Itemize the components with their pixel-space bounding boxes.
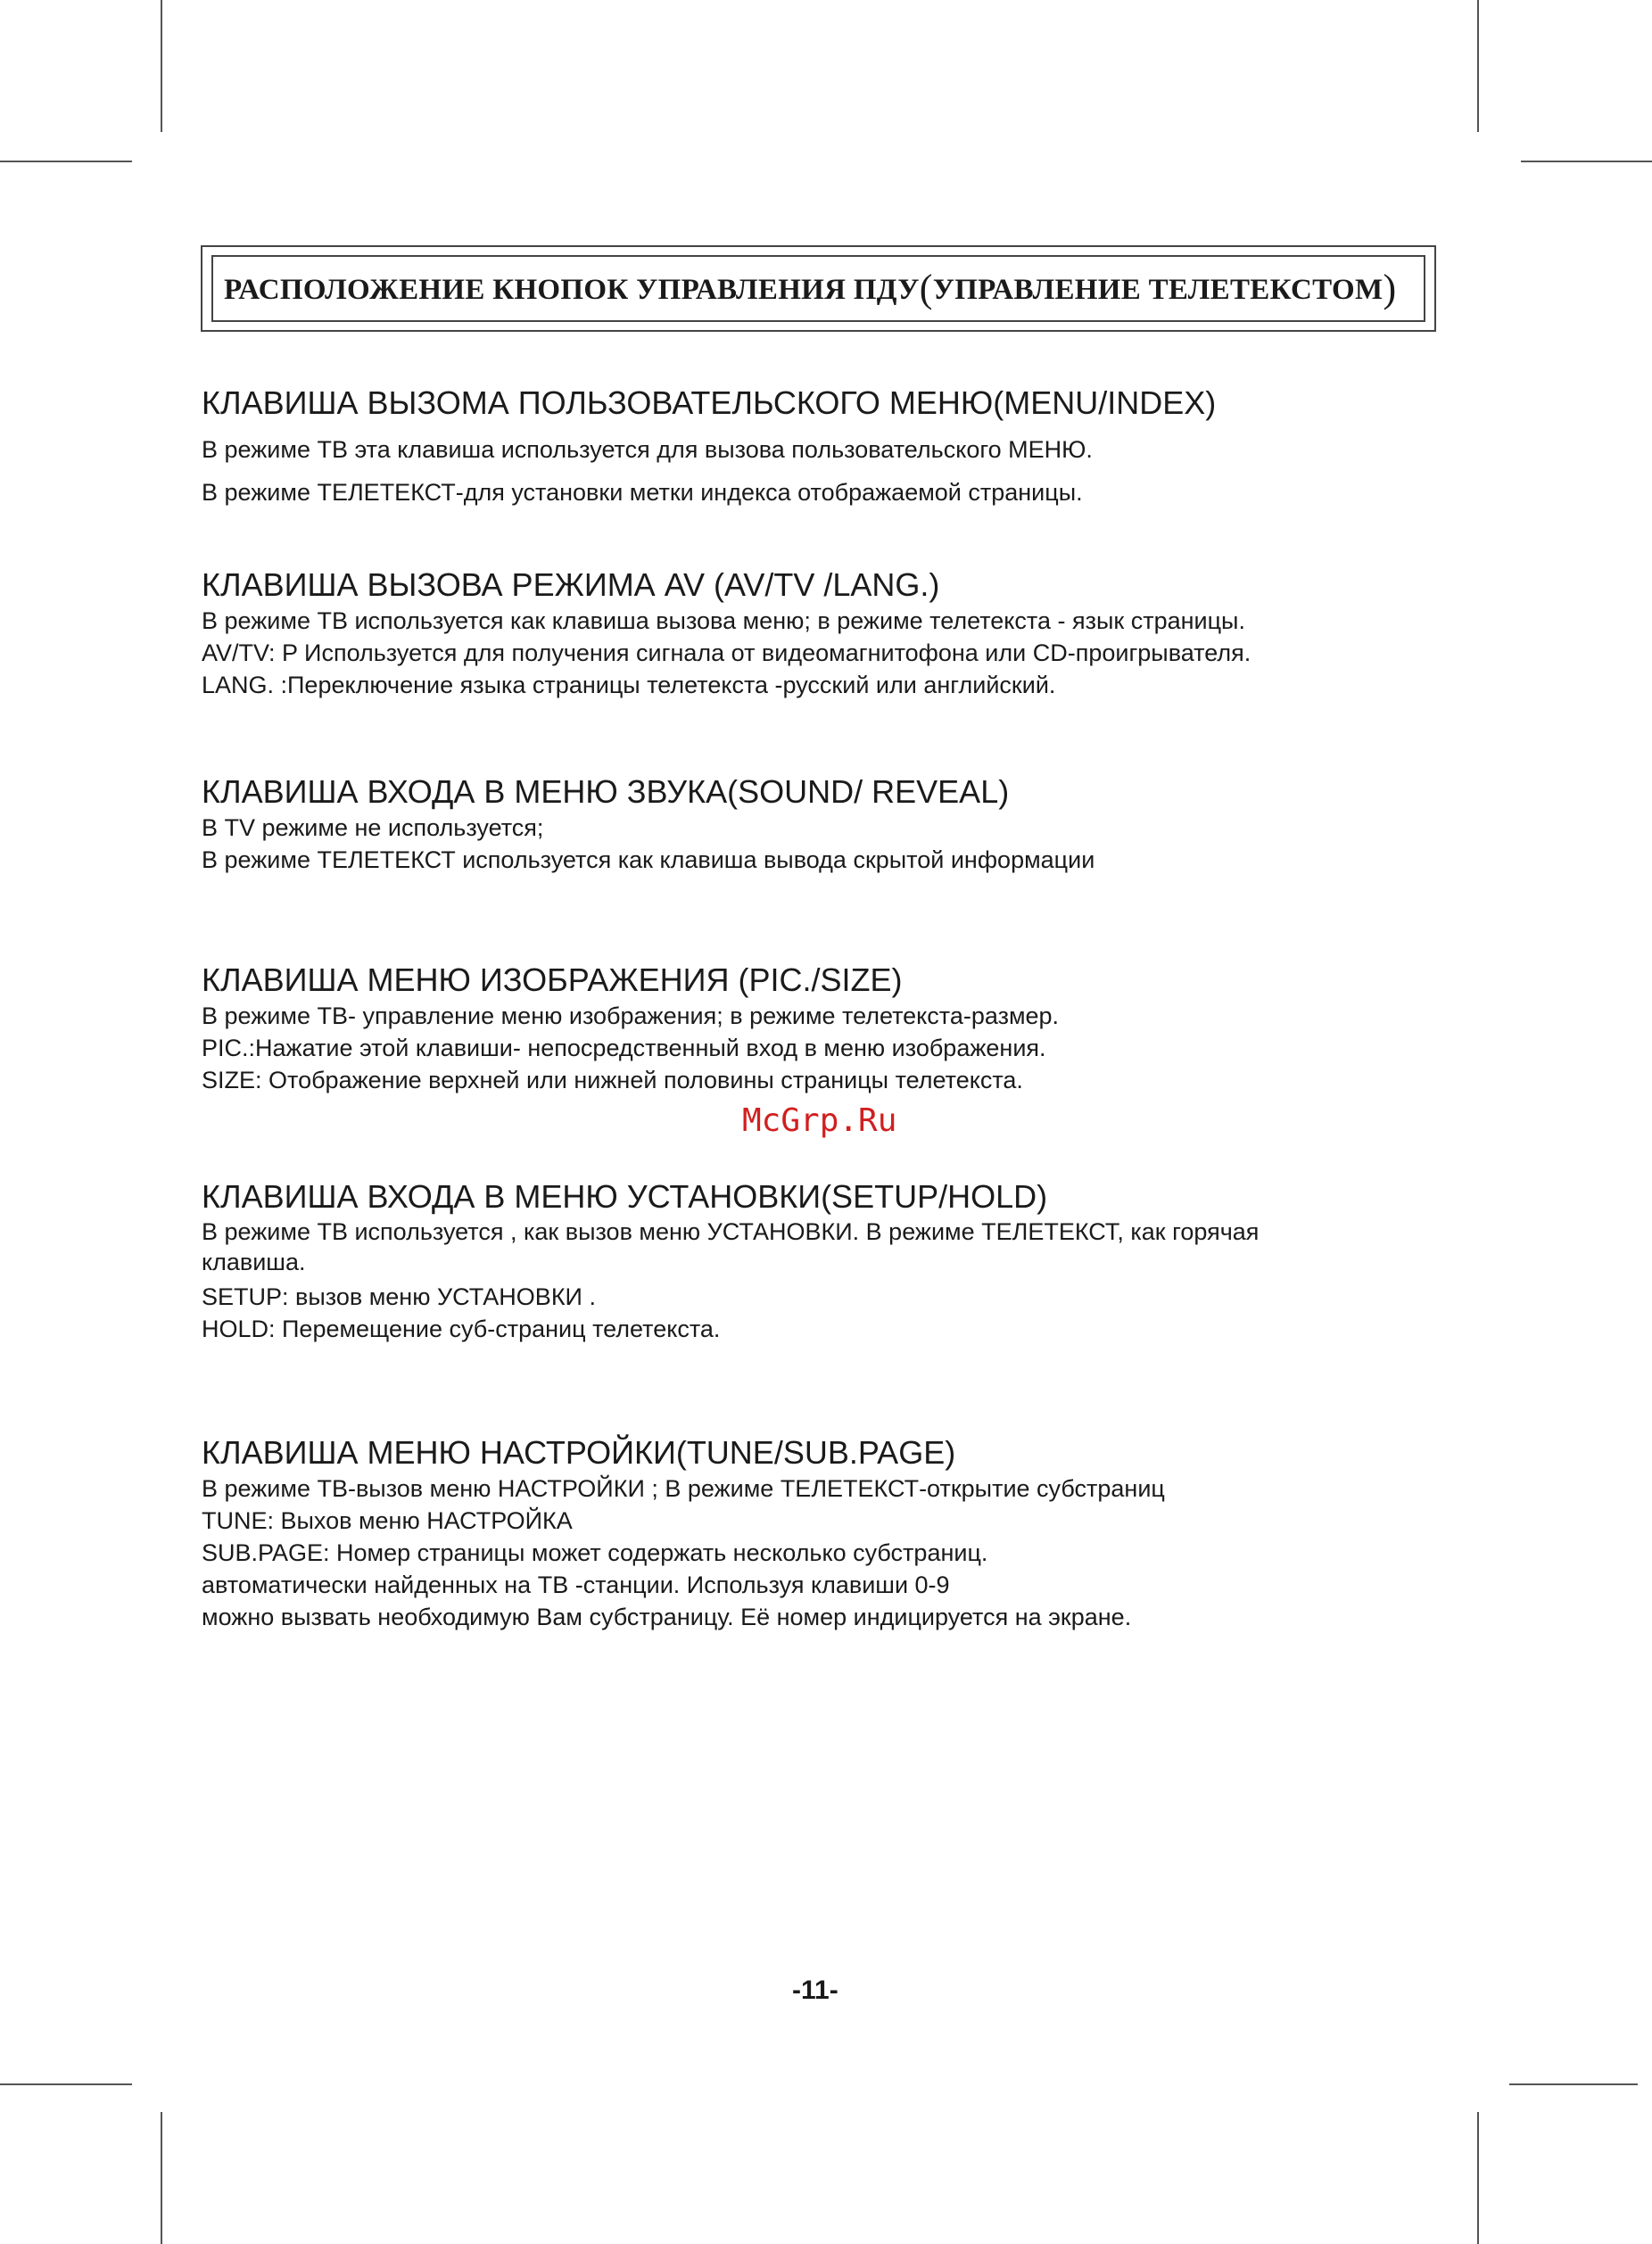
section-line: В режиме ТЕЛЕТЕКСТ-для установки метки индекса отображаемой страницы. [202,479,1083,506]
section-line: В режиме ТВ используется как клавиша вызова меню; в режиме телетекста - язык страницы. [202,607,1245,634]
section-line: В режиме ТВ-вызов меню НАСТРОЙКИ ; В режиме ТЕЛЕТЕКСТ-открытие субстраниц [202,1475,1165,1502]
crop-mark-left-top [0,161,132,162]
section-line: SIZE: Отображение верхней или нижней половины страницы телетекста. [202,1067,1023,1093]
section-sound-reveal [202,772,1450,876]
section-line: В режиме ТЕЛЕТЕКСТ используется как клавиша вывода скрытой информации [202,846,1095,873]
page-title [224,266,1396,311]
page-title-frame [201,245,1436,332]
section-heading: КЛАВИША ВЫЗОВА РЕЖИМА AV (AV/TV /LANG.) [202,566,940,603]
section-line: автоматически найденных на ТВ -станции. Используя клавиши 0-9 [202,1572,950,1598]
section-tune-subpage [202,1433,1450,1633]
section-line: В режиме ТВ- управление меню изображения; в режиме телетекста-размер. [202,1002,1060,1029]
crop-mark-left-bottom [0,2083,132,2085]
section-av-tv-lang [202,565,1450,701]
section-line: В режиме ТВ используется , как вызов меню УСТАНОВКИ. В режиме ТЕЛЕТЕКСТ, как горячая [202,1218,1260,1245]
page-title-paren-close: ) [1383,267,1397,310]
page-title-main: РАСПОЛОЖЕНИЕ КНОПОК УПРАВЛЕНИЯ ПДУ [224,274,920,306]
section-line: PIC.:Нажатие этой клавиши- непосредственный вход в меню изображения. [202,1035,1046,1061]
crop-mark-right-bottom [1509,2083,1638,2085]
page-title-paren-open: ( [919,267,933,310]
crop-mark-top-left [161,0,162,132]
page-number: -11- [792,1976,838,2005]
section-line: TUNE: Выхов меню НАСТРОЙКА [202,1507,573,1534]
crop-mark-right-top [1521,161,1652,162]
crop-mark-bottom-right [1477,2112,1479,2244]
section-menu-index [202,384,1450,508]
section-heading: КЛАВИША ВХОДА В МЕНЮ ЗВУКА(SOUND/ REVEAL) [202,773,1010,810]
section-setup-hold [202,1177,1450,1345]
page-title-inner-frame [211,255,1425,322]
section-line: SUB.PAGE: Номер страницы может содержать несколько субстраниц. [202,1539,988,1566]
section-pic-size [202,961,1450,1096]
watermark: McGrp.Ru [742,1102,897,1139]
section-heading: КЛАВИША МЕНЮ НАСТРОЙКИ(TUNE/SUB.PAGE) [202,1434,956,1471]
section-line: клавиша. [202,1249,306,1275]
section-heading: КЛАВИША ВХОДА В МЕНЮ УСТАНОВКИ(SETUP/HOLD) [202,1178,1048,1215]
section-line: HOLD: Перемещение суб-страниц телетекста. [202,1316,721,1342]
section-line: можно вызвать необходимую Вам субстраницу. Её номер индицируется на экране. [202,1604,1132,1630]
section-line: LANG. :Переключение языка страницы телетекста -русский или английский. [202,672,1056,698]
crop-mark-bottom-left [161,2112,162,2244]
crop-mark-top-right [1477,0,1479,132]
page-title-sub: УПРАВЛЕНИЕ ТЕЛЕТЕКСТОМ [932,274,1384,306]
section-line: В TV режиме не используется; [202,814,544,841]
section-heading: КЛАВИША ВЫЗОМА ПОЛЬЗОВАТЕЛЬСКОГО МЕНЮ(MENU/INDEX) [202,384,1217,421]
section-heading: КЛАВИША МЕНЮ ИЗОБРАЖЕНИЯ (PIC./SIZE) [202,961,903,998]
section-line: В режиме ТВ эта клавиша используется для вызова пользовательского МЕНЮ. [202,436,1093,463]
section-line: AV/TV: P Используется для получения сигнала от видеомагнитофона или CD-проигрывателя. [202,639,1251,666]
section-line: SETUP: вызов меню УСТАНОВКИ . [202,1283,596,1310]
